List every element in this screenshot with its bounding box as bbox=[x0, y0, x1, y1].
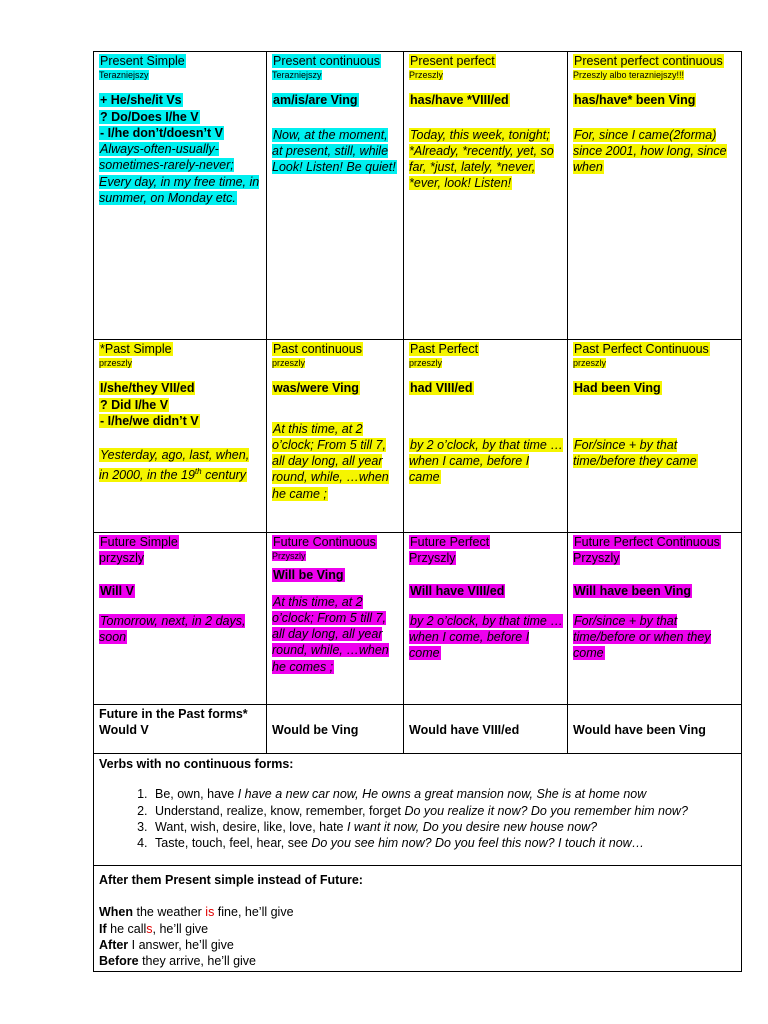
past-row bbox=[94, 340, 742, 533]
past-perfect-continuous-cell bbox=[568, 340, 742, 533]
usage-highlight: Now, at the moment, at present, still, while Look! Listen! Be quiet! bbox=[272, 127, 396, 175]
past-perfect-cell bbox=[404, 340, 568, 533]
rule-line bbox=[99, 937, 737, 953]
formula-text bbox=[99, 583, 262, 599]
list-item-examples: Do you realize it now? Do you remember him now? bbox=[404, 803, 688, 818]
list-item-examples: I have a new car now, He owns a great mansion now, She is at home now bbox=[237, 787, 647, 802]
future-in-past-perfect-continuous-cell bbox=[568, 705, 742, 754]
usage-highlight bbox=[99, 448, 249, 481]
future-in-past-perfect-cell bbox=[404, 705, 568, 754]
cell-subtitle bbox=[272, 550, 399, 562]
future-in-past-simple: Would V bbox=[99, 723, 149, 738]
formula-highlight: am/is/are Ving bbox=[273, 93, 358, 108]
future-in-past-simple-cell bbox=[94, 705, 267, 754]
usage-text bbox=[573, 613, 737, 662]
usage-main: Yesterday, ago, last, when, in 2000, in the 19 bbox=[99, 448, 250, 482]
present-perfect-cell bbox=[404, 52, 568, 340]
formula-text bbox=[272, 567, 399, 583]
formula-question: ? Did I/he V bbox=[100, 397, 169, 412]
usage-text bbox=[409, 613, 563, 662]
cell-spacer bbox=[573, 706, 737, 722]
subtitle-text: przeszly bbox=[99, 358, 133, 369]
no-continuous-title: Verbs with no continuous forms: bbox=[99, 757, 294, 771]
cell-title: Past Perfect Continuous bbox=[574, 342, 709, 356]
usage-text bbox=[99, 141, 262, 206]
cell-subtitle bbox=[99, 69, 262, 81]
formula-highlight: Will have VIII/ed bbox=[410, 583, 505, 598]
present-perfect-continuous-cell bbox=[568, 52, 742, 340]
usage-highlight: For/since + by that time/before they came bbox=[573, 437, 697, 468]
rule-text-end: , he’ll give bbox=[152, 921, 209, 936]
rule-text: the weather bbox=[133, 905, 206, 920]
cell-subtitle bbox=[99, 357, 262, 369]
cell-subtitle bbox=[272, 357, 399, 369]
subtitle-text: Przyszly bbox=[409, 551, 456, 566]
list-item-verbs: Understand, realize, know, remember, forget bbox=[155, 803, 405, 818]
usage-text bbox=[573, 127, 737, 176]
list-item-verbs: Be, own, have bbox=[155, 787, 238, 802]
rule-keyword: Before bbox=[99, 954, 139, 969]
formula-highlight: Will V bbox=[100, 583, 134, 598]
rule-keyword: After bbox=[99, 937, 129, 952]
formula-text bbox=[409, 583, 563, 599]
cell-title: Future Simple bbox=[100, 535, 178, 549]
rule-red-text: is bbox=[205, 905, 215, 920]
usage-highlight: At this time, at 2 o’clock; From 5 till 7, all day long, all year round, while, …when he comes ; bbox=[272, 594, 389, 674]
formula-question: ? Do/Does I/he V bbox=[100, 109, 199, 124]
usage-text bbox=[272, 594, 399, 675]
list-item bbox=[151, 819, 737, 835]
formula-list bbox=[99, 380, 262, 429]
formula-highlight: Will have been Ving bbox=[574, 583, 692, 598]
tenses-table bbox=[93, 51, 742, 972]
usage-end: century bbox=[201, 467, 247, 482]
list-item-verbs: Want, wish, desire, like, love, hate bbox=[155, 819, 347, 834]
rule-text-end: fine, he’ll give bbox=[214, 905, 294, 920]
cell-subtitle bbox=[409, 550, 563, 566]
usage-text bbox=[409, 127, 563, 192]
formula-negative: - I/he/we didn’t V bbox=[100, 413, 199, 428]
usage-text bbox=[99, 613, 262, 646]
list-item bbox=[151, 835, 737, 851]
rule-line bbox=[99, 904, 737, 920]
subtitle-text: przeszly bbox=[573, 358, 607, 369]
present-simple-cell bbox=[94, 52, 267, 340]
formula-text bbox=[272, 92, 399, 108]
cell-subtitle bbox=[573, 550, 737, 566]
future-in-past-continuous-cell bbox=[267, 705, 404, 754]
rule-text: I answer, he’ll give bbox=[128, 937, 234, 952]
cell-title: Present perfect bbox=[410, 54, 495, 68]
future-perfect-continuous-cell bbox=[568, 533, 742, 705]
formula-highlight: Had been Ving bbox=[574, 381, 661, 396]
cell-title: Future Continuous bbox=[273, 535, 376, 549]
future-in-past-title: Future in the Past forms* bbox=[99, 707, 248, 721]
formula-text bbox=[573, 92, 737, 108]
usage-highlight: by 2 o’clock, by that time …when I come, before I come bbox=[409, 613, 563, 661]
subtitle-text: przeszly bbox=[409, 358, 443, 369]
rule-red-text: s bbox=[146, 921, 153, 936]
present-row bbox=[94, 52, 742, 340]
subtitle-text: Terazniejszy bbox=[272, 70, 322, 81]
future-continuous-cell bbox=[267, 533, 404, 705]
future-in-past-continuous: Would be Ving bbox=[272, 723, 359, 737]
formula-highlight: had VIII/ed bbox=[410, 381, 473, 396]
usage-highlight: Today, this week, tonight; *Already, *recently, yet, so far, *just, lately, *never, *ever, look! Listen! bbox=[409, 127, 554, 191]
formula-text bbox=[409, 380, 563, 396]
cell-title: *Past Simple bbox=[100, 342, 172, 356]
usage-text bbox=[272, 127, 399, 176]
cell-subtitle bbox=[409, 69, 563, 81]
after-them-title: After them Present simple instead of Future: bbox=[99, 873, 363, 887]
formula-highlight: has/have *VIII/ed bbox=[410, 93, 509, 108]
formula-negative: - I/he don’t/doesn’t V bbox=[100, 125, 223, 140]
usage-highlight: Tomorrow, next, in 2 days, soon bbox=[99, 613, 246, 645]
cell-subtitle bbox=[573, 69, 737, 81]
formula-text bbox=[409, 92, 563, 108]
no-continuous-cell bbox=[94, 754, 742, 866]
list-item bbox=[151, 803, 737, 819]
formula-text bbox=[573, 380, 737, 396]
cell-title: Future Perfect bbox=[410, 535, 490, 549]
cell-spacer bbox=[272, 706, 399, 722]
subtitle-text: Przyszly bbox=[272, 551, 306, 562]
formula-text bbox=[272, 380, 399, 396]
cell-spacer bbox=[409, 706, 563, 722]
subtitle-text: Przeszly albo terazniejszy!!! bbox=[573, 70, 685, 81]
subtitle-text: Terazniejszy bbox=[99, 70, 149, 81]
future-in-past-perfect-continuous: Would have been Ving bbox=[573, 723, 706, 737]
list-item bbox=[151, 786, 737, 802]
formula-text bbox=[573, 583, 737, 599]
past-simple-cell bbox=[94, 340, 267, 533]
list-item-examples: Do you see him now? Do you feel this now? I touch it now… bbox=[311, 836, 645, 851]
rule-keyword: If bbox=[99, 921, 107, 936]
no-continuous-list bbox=[99, 786, 737, 851]
cell-title: Present perfect continuous bbox=[574, 54, 723, 68]
cell-subtitle bbox=[272, 69, 399, 81]
cell-spacer bbox=[99, 888, 737, 904]
usage-highlight: For, since I came(2forma) since 2001, how long, since when bbox=[573, 127, 727, 175]
after-them-cell bbox=[94, 866, 742, 972]
rule-line bbox=[99, 921, 737, 937]
formula-positive: I/she/they VII/ed bbox=[100, 381, 195, 396]
cell-title: Past continuous bbox=[273, 342, 362, 356]
formula-list bbox=[99, 92, 262, 141]
past-continuous-cell bbox=[267, 340, 404, 533]
rule-line bbox=[99, 953, 737, 969]
rule-text: he call bbox=[106, 921, 147, 936]
cell-subtitle bbox=[409, 357, 563, 369]
formula-highlight: was/were Ving bbox=[273, 381, 359, 396]
usage-highlight: by 2 o’clock, by that time …when I came, before I came bbox=[409, 437, 563, 485]
after-them-row bbox=[94, 866, 742, 972]
usage-highlight: At this time, at 2 o’clock; From 5 till 7, all day long, all year round, while, …when he came ; bbox=[272, 421, 389, 501]
future-in-past-row bbox=[94, 705, 742, 754]
future-row bbox=[94, 533, 742, 705]
rule-text: they arrive, he’ll give bbox=[138, 954, 257, 969]
subtitle-text: Przyszly bbox=[573, 551, 620, 566]
list-item-examples: I want it now, Do you desire new house now? bbox=[346, 819, 598, 834]
usage-highlight: Always-often-usually-sometimes-rarely-never; Every day, in my free time, in summer, on Monday etc. bbox=[99, 142, 260, 206]
list-item-verbs: Taste, touch, feel, hear, see bbox=[155, 836, 312, 851]
cell-subtitle bbox=[573, 357, 737, 369]
formula-highlight: has/have* been Ving bbox=[574, 93, 696, 108]
usage-text bbox=[409, 437, 563, 486]
usage-text bbox=[573, 437, 737, 470]
cell-title: Future Perfect Continuous bbox=[574, 535, 720, 549]
usage-text bbox=[99, 447, 262, 483]
no-continuous-row bbox=[94, 754, 742, 866]
cell-subtitle bbox=[99, 550, 262, 566]
cell-title: Past Perfect bbox=[410, 342, 479, 356]
present-continuous-cell bbox=[267, 52, 404, 340]
subtitle-text: przeszly bbox=[272, 358, 306, 369]
future-simple-cell bbox=[94, 533, 267, 705]
usage-text bbox=[272, 421, 399, 502]
subtitle-text: przyszly bbox=[99, 551, 145, 566]
usage-superscript: th bbox=[194, 466, 202, 476]
future-in-past-perfect: Would have VIII/ed bbox=[409, 723, 520, 737]
future-perfect-cell bbox=[404, 533, 568, 705]
subtitle-text: Przeszly bbox=[409, 70, 444, 81]
cell-title: Present continuous bbox=[273, 54, 381, 68]
cell-title: Present Simple bbox=[100, 54, 185, 68]
formula-positive: + He/she/it Vs bbox=[100, 93, 182, 108]
rule-keyword: When bbox=[99, 905, 134, 920]
usage-highlight: For/since + by that time/before or when they come bbox=[573, 613, 711, 661]
formula-highlight: Will be Ving bbox=[273, 568, 344, 583]
